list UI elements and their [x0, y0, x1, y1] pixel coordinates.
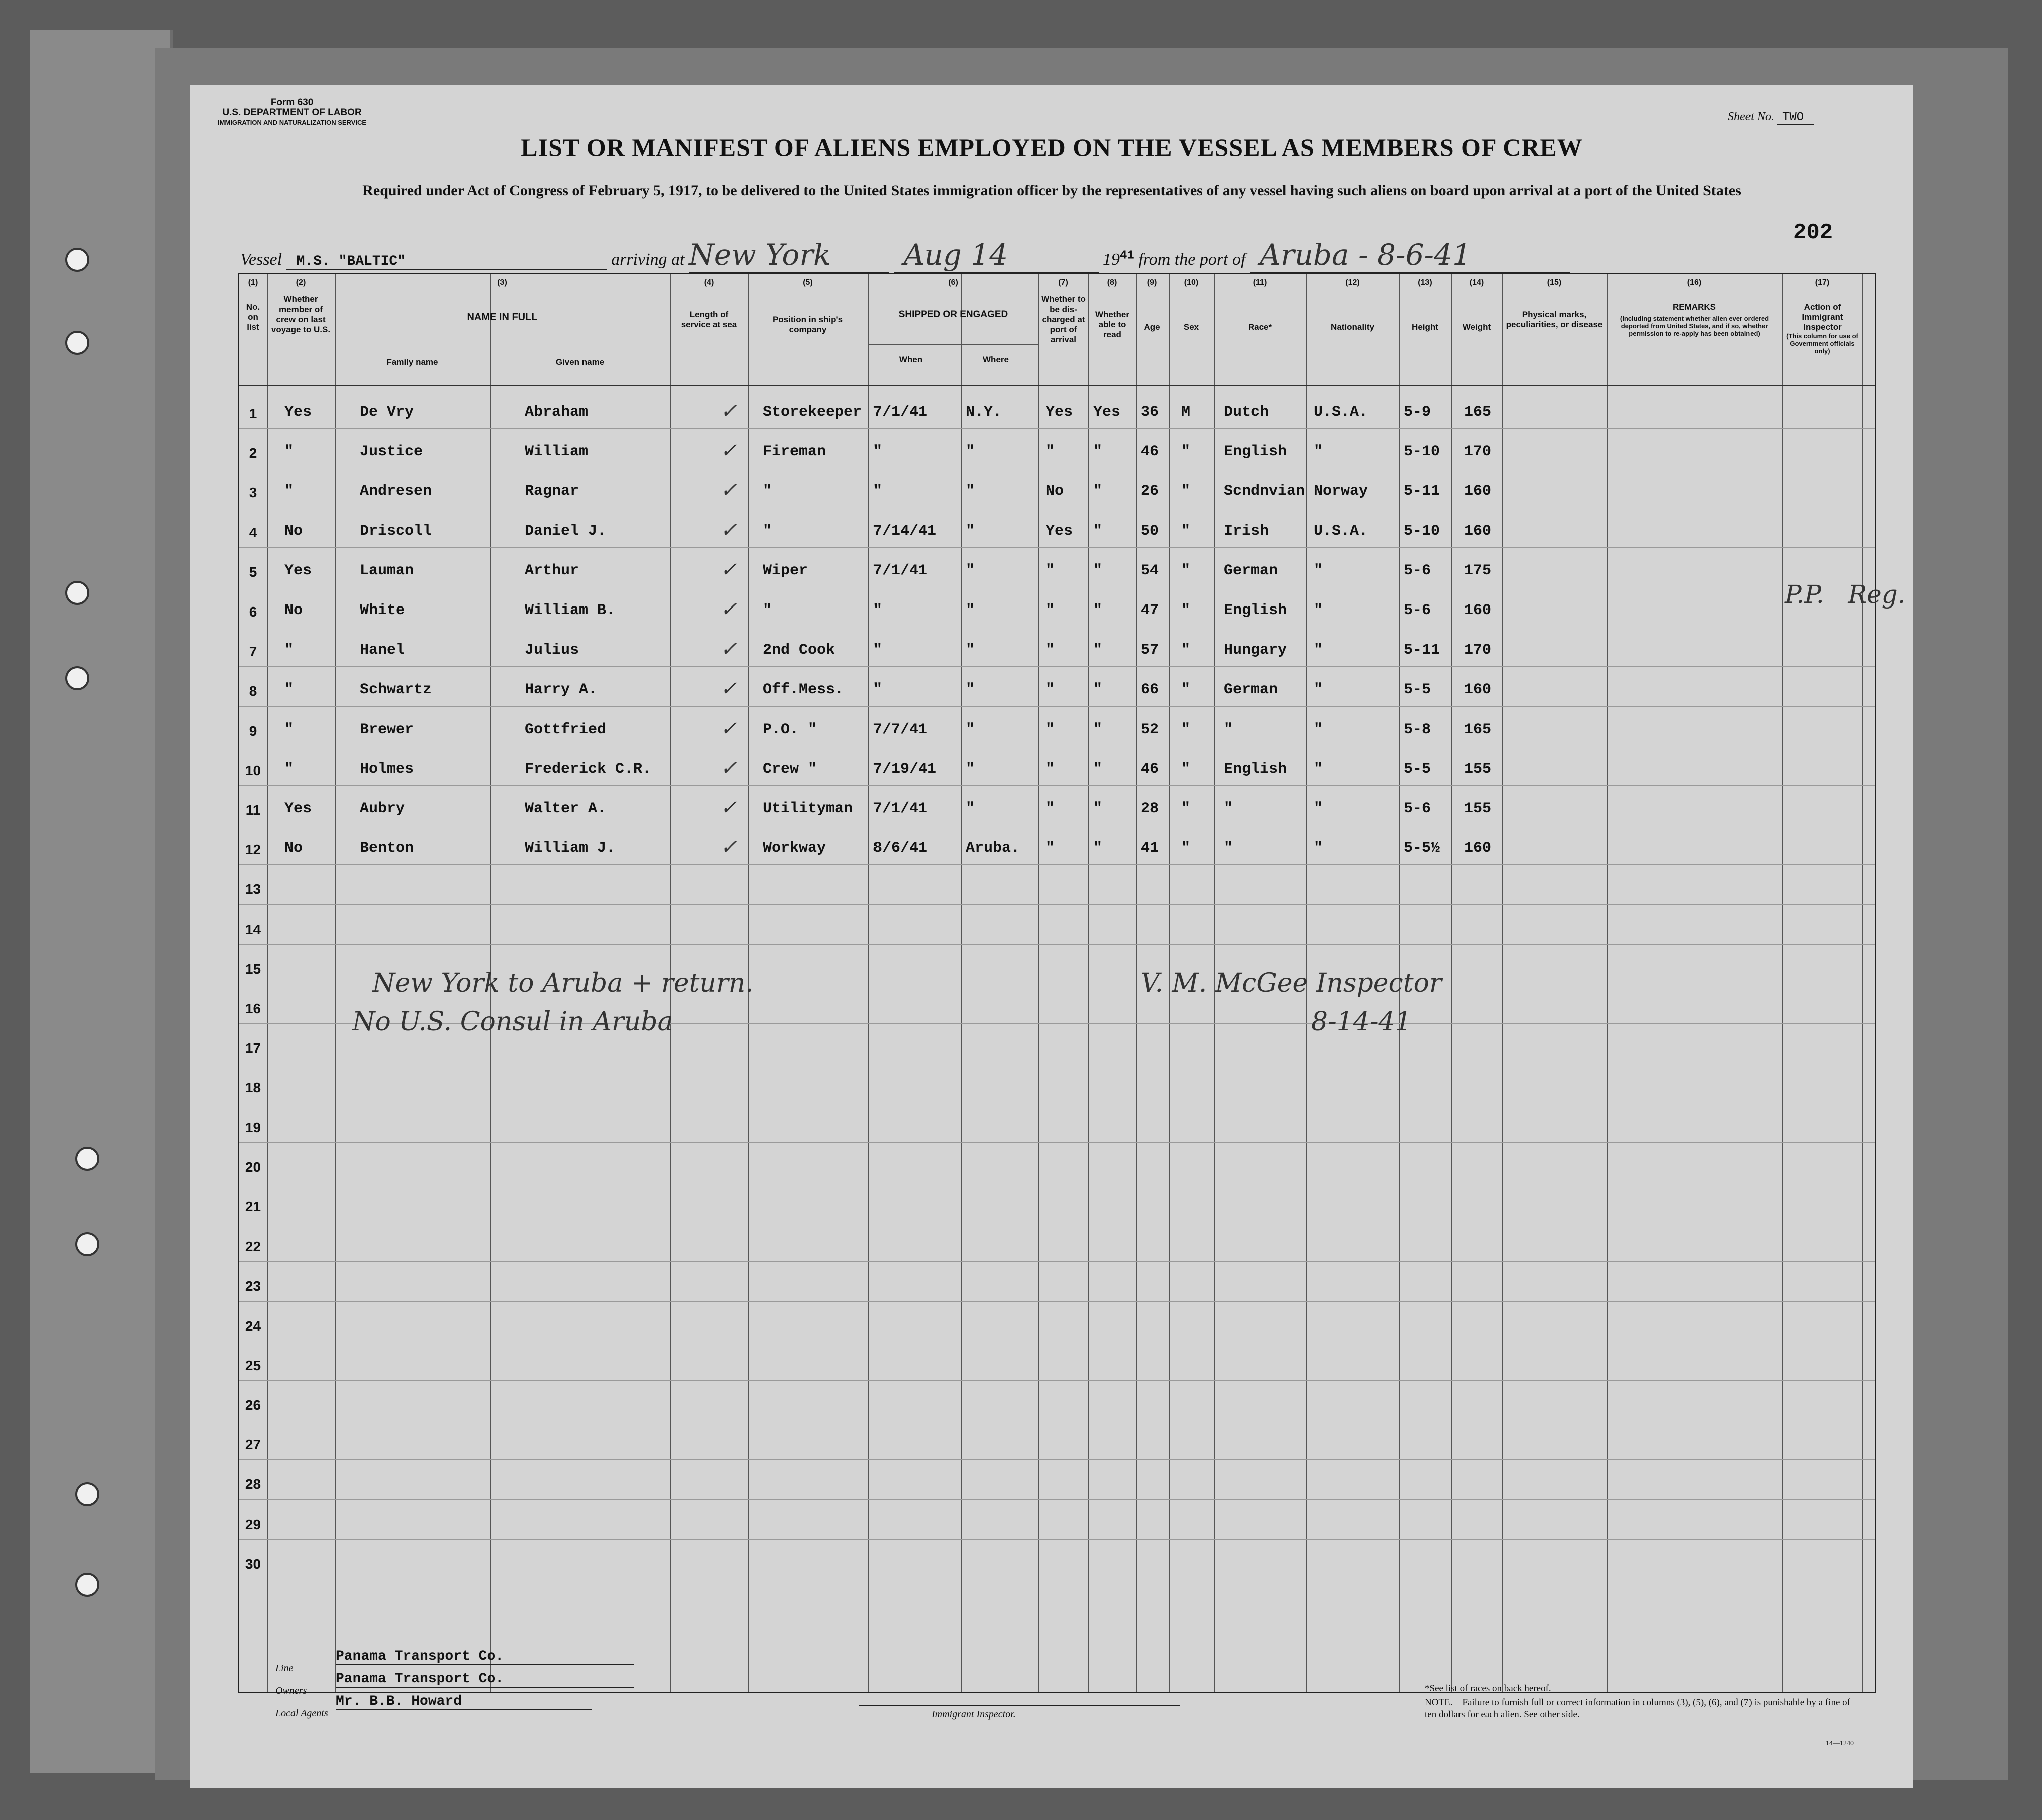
crew-cell-position: " — [763, 522, 772, 540]
checkmark-icon: ✓ — [720, 479, 737, 502]
crew-cell-when: 8/6/41 — [873, 840, 928, 857]
header-position: Position in ship's company — [772, 315, 843, 334]
row-number: 12 — [245, 842, 261, 858]
crew-cell-weight: 160 — [1464, 602, 1492, 619]
crew-cell-nationality: " — [1314, 721, 1323, 738]
crew-cell-race: English — [1224, 602, 1287, 619]
row-number: 27 — [245, 1437, 261, 1453]
crew-cell-read: Yes — [1093, 404, 1121, 421]
year-prefix: 19 — [1103, 250, 1120, 269]
crew-cell-age: 46 — [1141, 443, 1159, 461]
crew-cell-when: " — [873, 642, 883, 659]
row-number: 8 — [249, 683, 257, 699]
crew-cell-height: 5-9 — [1404, 404, 1431, 421]
crew-cell-family: Holmes — [360, 760, 414, 778]
crew-cell-nationality: " — [1314, 681, 1323, 699]
crew-cell-nationality: " — [1314, 443, 1323, 461]
crew-cell-discharged: " — [1046, 642, 1055, 659]
sheet-number-label: Sheet No. — [1728, 110, 1774, 123]
row-number: 30 — [245, 1556, 261, 1572]
manifest-page — [190, 85, 1913, 1788]
row-number: 5 — [249, 564, 257, 580]
crew-cell-weight: 160 — [1464, 681, 1492, 699]
from-port-label: from the port of — [1138, 250, 1246, 269]
crew-cell-position: " — [763, 483, 772, 500]
crew-cell-weight: 170 — [1464, 443, 1492, 461]
crew-cell-nationality: Norway — [1314, 483, 1368, 500]
row-number: 18 — [245, 1080, 261, 1096]
crew-cell-given: William B. — [525, 602, 616, 619]
crew-cell-discharged: Yes — [1046, 522, 1073, 540]
crew-cell-height: 5-11 — [1404, 642, 1440, 659]
crew-cell-position: 2nd Cook — [763, 642, 835, 659]
row-number: 10 — [245, 762, 261, 778]
crew-cell-nationality: U.S.A. — [1314, 522, 1368, 540]
header-race: Race* — [1248, 322, 1272, 332]
footer-line-value: Panama Transport Co. — [336, 1649, 634, 1665]
crew-cell-race: Scndnvian — [1224, 483, 1305, 500]
crew-cell-age: 36 — [1141, 404, 1159, 421]
crew-cell-given: Frederick C.R. — [525, 760, 652, 778]
crew-cell-where: " — [966, 800, 975, 817]
row-number: 1 — [249, 406, 257, 421]
crew-cell-given: Julius — [525, 642, 579, 659]
crew-cell-nationality: " — [1314, 642, 1323, 659]
header-action-inspector: Action of Immigrant Inspector — [1802, 302, 1843, 332]
crew-cell-discharged: No — [1046, 483, 1064, 500]
crew-cell-weight: 165 — [1464, 721, 1492, 738]
header-last-voyage: Whether member of crew on last voyage to U.S. — [271, 294, 331, 334]
crew-cell-read: " — [1093, 840, 1103, 857]
binder-ring-hole — [75, 1232, 99, 1256]
crew-cell-read: " — [1093, 642, 1103, 659]
crew-cell-race: English — [1224, 760, 1287, 778]
crew-cell-race: Hungary — [1224, 642, 1287, 659]
row-number: 16 — [245, 1001, 261, 1016]
crew-cell-race: German — [1224, 681, 1278, 699]
crew-cell-age: 41 — [1141, 840, 1159, 857]
col-number: (16) — [1687, 278, 1702, 287]
col-number: (9) — [1147, 278, 1157, 287]
crew-cell-given: Daniel J. — [525, 522, 607, 540]
footer-fine-note: NOTE.—Failure to furnish full or correct information in columns (3), (5), (6), and (7) is punishable by a fine of ten dollars for each alien. See other side. — [1425, 1697, 1850, 1720]
header-nationality: Nationality — [1331, 322, 1374, 332]
col-number: (17) — [1815, 278, 1830, 287]
col-number: (4) — [704, 278, 714, 287]
crew-cell-race: " — [1224, 840, 1233, 857]
crew-cell-nationality: " — [1314, 800, 1323, 817]
form-number: Form 630 — [270, 97, 314, 108]
row-number: 29 — [245, 1516, 261, 1532]
binder-ring-hole — [75, 1573, 99, 1597]
sheet-number-value: TWO — [1777, 111, 1814, 125]
crew-cell-given: William J. — [525, 840, 616, 857]
footer-races-note: *See list of races on back hereof. — [1425, 1683, 1551, 1694]
header-physical-marks: Physical marks, peculiarities, or disease — [1506, 310, 1603, 329]
crew-cell-nationality: " — [1314, 562, 1323, 579]
crew-cell-last: " — [284, 483, 294, 500]
crew-cell-where: Aruba. — [966, 840, 1020, 857]
crew-cell-read: " — [1093, 602, 1103, 619]
header-weight: Weight — [1462, 322, 1491, 332]
vessel-label: Vessel — [240, 250, 282, 269]
crew-cell-sex: M — [1181, 404, 1191, 421]
crew-cell-age: 57 — [1141, 642, 1159, 659]
crew-cell-read: " — [1093, 562, 1103, 579]
row-number: 26 — [245, 1397, 261, 1413]
binder-ring-hole — [65, 581, 89, 605]
service-name: IMMIGRATION AND NATURALIZATION SERVICE — [218, 119, 367, 126]
header-height: Height — [1412, 322, 1438, 332]
crew-cell-last: No — [284, 522, 303, 540]
crew-cell-family: Justice — [360, 443, 423, 461]
row-number: 24 — [245, 1318, 261, 1334]
crew-cell-discharged: " — [1046, 840, 1055, 857]
header-remarks-note: (Including statement whether alien ever ordered deported from United States, and if so, whether permission to re-apply has been obtained) — [1620, 315, 1769, 337]
sheet-number — [1728, 110, 1814, 124]
crew-cell-weight: 155 — [1464, 800, 1492, 817]
crew-cell-height: 5-6 — [1404, 602, 1431, 619]
row-number: 3 — [249, 485, 257, 501]
crew-cell-age: 66 — [1141, 681, 1159, 699]
row-number: 4 — [249, 524, 257, 540]
crew-table — [238, 273, 1906, 1693]
crew-cell-sex: " — [1181, 483, 1191, 500]
crew-cell-family: Lauman — [360, 562, 414, 579]
crew-cell-race: Dutch — [1224, 404, 1269, 421]
col-number: (5) — [803, 278, 813, 287]
header-remarks: REMARKS — [1673, 302, 1716, 312]
row-number: 19 — [245, 1119, 261, 1135]
crew-cell-family: Driscoll — [360, 522, 432, 540]
crew-cell-read: " — [1093, 443, 1103, 461]
col-number: (3) — [497, 278, 507, 287]
crew-cell-position: Crew " — [763, 760, 817, 778]
row-number: 17 — [245, 1040, 261, 1056]
row-number: 13 — [245, 881, 261, 897]
crew-cell-when: " — [873, 681, 883, 699]
handwritten-note-consul: No U.S. Consul in Aruba — [352, 1007, 673, 1037]
checkmark-icon: ✓ — [720, 439, 737, 463]
crew-cell-given: William — [525, 443, 589, 461]
crew-cell-height: 5-5 — [1404, 681, 1431, 699]
checkmark-icon: ✓ — [720, 598, 737, 621]
binder-ring-hole — [65, 331, 89, 355]
footer-line-label: Line — [275, 1663, 294, 1674]
row-number: 6 — [249, 604, 257, 620]
from-port: Aruba - 8-6-41 — [1250, 238, 1570, 273]
crew-cell-weight: 160 — [1464, 840, 1492, 857]
crew-cell-nationality: " — [1314, 840, 1323, 857]
arrival-date: Aug 14 — [894, 238, 1099, 273]
crew-cell-height: 5-10 — [1404, 522, 1440, 540]
checkmark-icon: ✓ — [720, 638, 737, 661]
header-name-in-full: NAME IN FULL — [467, 312, 538, 323]
crew-cell-where: " — [966, 760, 975, 778]
crew-cell-sex: " — [1181, 562, 1191, 579]
binder-ring-hole — [75, 1482, 99, 1506]
crew-cell-sex: " — [1181, 760, 1191, 778]
page-title: LIST OR MANIFEST OF ALIENS EMPLOYED ON THE VESSEL AS MEMBERS OF CREW — [521, 133, 1583, 161]
crew-cell-weight: 175 — [1464, 562, 1492, 579]
header-given-name: Given name — [555, 357, 605, 367]
crew-cell-height: 5-10 — [1404, 443, 1440, 461]
binder-ring-hole — [75, 1147, 99, 1171]
crew-cell-discharged: " — [1046, 800, 1055, 817]
crew-cell-given: Ragnar — [525, 483, 579, 500]
checkmark-icon: ✓ — [720, 677, 737, 701]
row-number: 28 — [245, 1476, 261, 1492]
crew-cell-family: De Vry — [360, 404, 414, 421]
binder-ring-hole — [65, 248, 89, 272]
header-age: Age — [1144, 322, 1160, 332]
header-able-to-read: Whether able to read — [1095, 310, 1129, 339]
crew-cell-family: Benton — [360, 840, 414, 857]
row-number: 15 — [245, 961, 261, 977]
crew-cell-position: Workway — [763, 840, 826, 857]
crew-cell-family: Andresen — [360, 483, 432, 500]
crew-cell-last: " — [284, 721, 294, 738]
crew-cell-where: " — [966, 443, 975, 461]
checkmark-icon: ✓ — [720, 400, 737, 423]
voyage-line — [240, 238, 1570, 273]
crew-cell-last: " — [284, 642, 294, 659]
crew-cell-read: " — [1093, 800, 1103, 817]
crew-cell-height: 5-8 — [1404, 721, 1431, 738]
crew-cell-family: White — [360, 602, 405, 619]
header-discharged: Whether to be dis-charged at port of arrival — [1041, 294, 1086, 344]
col-number: (10) — [1184, 278, 1199, 287]
checkmark-icon: ✓ — [720, 518, 737, 542]
arriving-port: New York — [689, 238, 889, 273]
crew-cell-given: Arthur — [525, 562, 579, 579]
crew-cell-position: Wiper — [763, 562, 808, 579]
crew-cell-when: 7/14/41 — [873, 522, 937, 540]
crew-cell-family: Hanel — [360, 642, 405, 659]
header-no-on-list: No. on list — [246, 302, 260, 332]
crew-cell-sex: " — [1181, 721, 1191, 738]
crew-cell-race: " — [1224, 800, 1233, 817]
row-number: 22 — [245, 1239, 261, 1255]
crew-cell-last: Yes — [284, 562, 312, 579]
footer-inspector-label: Immigrant Inspector. — [932, 1709, 1016, 1720]
crew-cell-age: 28 — [1141, 800, 1159, 817]
crew-cell-where: " — [966, 642, 975, 659]
col-number: (1) — [248, 278, 258, 287]
crew-cell-given: Gottfried — [525, 721, 607, 738]
department-name: U.S. DEPARTMENT OF LABOR — [222, 107, 362, 118]
crew-cell-when: 7/7/41 — [873, 721, 928, 738]
checkmark-icon: ✓ — [720, 836, 737, 859]
crew-cell-age: 54 — [1141, 562, 1159, 579]
row-number: 9 — [249, 723, 257, 739]
crew-cell-height: 5-5 — [1404, 760, 1431, 778]
crew-cell-read: " — [1093, 522, 1103, 540]
crew-cell-sex: " — [1181, 443, 1191, 461]
arriving-label: arriving at — [611, 250, 685, 269]
crew-cell-sex: " — [1181, 840, 1191, 857]
row-number: 25 — [245, 1357, 261, 1373]
row-number: 23 — [245, 1278, 261, 1294]
crew-cell-read: " — [1093, 681, 1103, 699]
binder-edge — [30, 30, 173, 1773]
header-action-note: (This column for use of Government officials only) — [1786, 332, 1858, 355]
crew-cell-position: P.O. " — [763, 721, 817, 738]
crew-cell-weight: 165 — [1464, 404, 1492, 421]
header-family-name: Family name — [386, 357, 438, 367]
crew-cell-sex: " — [1181, 681, 1191, 699]
binder-ring-hole — [65, 666, 89, 690]
page-stamp-number: 202 — [1793, 220, 1833, 245]
checkmark-icon: ✓ — [720, 796, 737, 819]
crew-cell-weight: 155 — [1464, 760, 1492, 778]
crew-cell-given: Abraham — [525, 404, 589, 421]
crew-cell-family: Aubry — [360, 800, 405, 817]
crew-cell-when: 7/19/41 — [873, 760, 937, 778]
col-number: (8) — [1107, 278, 1117, 287]
crew-cell-weight: 160 — [1464, 483, 1492, 500]
crew-cell-given: Harry A. — [525, 681, 598, 699]
handwritten-inspection-date: 8-14-41 — [1311, 1007, 1412, 1037]
checkmark-icon: ✓ — [720, 558, 737, 581]
footer-owners-value: Panama Transport Co. — [336, 1671, 634, 1688]
crew-cell-age: 47 — [1141, 602, 1159, 619]
crew-cell-discharged: " — [1046, 562, 1055, 579]
row-number: 11 — [245, 802, 261, 818]
crew-cell-sex: " — [1181, 642, 1191, 659]
crew-cell-sex: " — [1181, 522, 1191, 540]
crew-cell-height: 5-6 — [1404, 562, 1431, 579]
col-number: (7) — [1058, 278, 1068, 287]
crew-cell-where: " — [966, 522, 975, 540]
crew-cell-family: Brewer — [360, 721, 414, 738]
row-number: 2 — [249, 445, 257, 461]
checkmark-icon: ✓ — [720, 717, 737, 740]
col-number: (6) — [948, 278, 958, 287]
col-number: (15) — [1547, 278, 1562, 287]
crew-cell-sex: " — [1181, 602, 1191, 619]
handwritten-note-route: New York to Aruba + return. — [372, 968, 754, 998]
col-number: (13) — [1418, 278, 1432, 287]
col-number: (11) — [1253, 278, 1267, 287]
crew-cell-read: " — [1093, 721, 1103, 738]
crew-cell-discharged: Yes — [1046, 404, 1073, 421]
crew-cell-when: 7/1/41 — [873, 800, 928, 817]
crew-cell-height: 5-5½ — [1404, 840, 1440, 857]
footer-agents-label: Local Agents — [275, 1708, 328, 1719]
crew-cell-age: 46 — [1141, 760, 1159, 778]
handwritten-action-pp-reg: P.P. Reg. — [1785, 580, 1906, 609]
crew-cell-last: " — [284, 760, 294, 778]
header-length-of-service: Length of service at sea — [681, 310, 737, 329]
crew-cell-family: Schwartz — [360, 681, 432, 699]
crew-cell-nationality: U.S.A. — [1314, 404, 1368, 421]
footer-print-code: 14—1240 — [1826, 1740, 1854, 1747]
crew-cell-read: " — [1093, 483, 1103, 500]
crew-cell-weight: 170 — [1464, 642, 1492, 659]
crew-cell-read: " — [1093, 760, 1103, 778]
crew-cell-last: Yes — [284, 404, 312, 421]
year-value: 41 — [1120, 249, 1134, 263]
crew-cell-position: Utilityman — [763, 800, 853, 817]
crew-cell-where: N.Y. — [966, 404, 1002, 421]
crew-cell-age: 50 — [1141, 522, 1159, 540]
crew-cell-race: English — [1224, 443, 1287, 461]
crew-cell-given: Walter A. — [525, 800, 607, 817]
crew-cell-height: 5-11 — [1404, 483, 1440, 500]
crew-cell-position: Storekeeper — [763, 404, 862, 421]
row-number: 21 — [245, 1199, 261, 1215]
handwritten-inspector-signature: V. M. McGee Inspector — [1141, 968, 1442, 998]
crew-cell-race: " — [1224, 721, 1233, 738]
row-number: 7 — [249, 644, 257, 660]
crew-cell-race: Irish — [1224, 522, 1269, 540]
header-where: Where — [983, 355, 1009, 364]
crew-cell-when: " — [873, 483, 883, 500]
header-shipped-engaged: SHIPPED OR ENGAGED — [898, 309, 1008, 320]
form-identifier — [218, 98, 366, 128]
crew-cell-when: " — [873, 602, 883, 619]
footer-owners-label: Owners — [275, 1685, 307, 1696]
crew-cell-nationality: " — [1314, 760, 1323, 778]
crew-cell-race: German — [1224, 562, 1278, 579]
crew-cell-discharged: " — [1046, 681, 1055, 699]
crew-cell-discharged: " — [1046, 602, 1055, 619]
col-number: (14) — [1469, 278, 1484, 287]
crew-cell-sex: " — [1181, 800, 1191, 817]
row-number: 20 — [245, 1159, 261, 1175]
crew-cell-position: Off.Mess. — [763, 681, 844, 699]
crew-cell-last: No — [284, 602, 303, 619]
col-number: (2) — [296, 278, 306, 287]
crew-cell-when: 7/1/41 — [873, 404, 928, 421]
col-number: (12) — [1345, 278, 1360, 287]
crew-cell-where: " — [966, 681, 975, 699]
crew-cell-weight: 160 — [1464, 522, 1492, 540]
crew-cell-where: " — [966, 483, 975, 500]
crew-cell-position: Fireman — [763, 443, 826, 461]
crew-cell-last: " — [284, 443, 294, 461]
crew-cell-last: " — [284, 681, 294, 699]
crew-cell-discharged: " — [1046, 760, 1055, 778]
crew-cell-nationality: " — [1314, 602, 1323, 619]
crew-cell-where: " — [966, 721, 975, 738]
crew-cell-when: " — [873, 443, 883, 461]
row-number: 14 — [245, 921, 261, 937]
crew-cell-where: " — [966, 562, 975, 579]
checkmark-icon: ✓ — [720, 756, 737, 780]
header-when: When — [899, 355, 923, 364]
page-subtitle: Required under Act of Congress of February 5, 1917, to be delivered to the United States immigration officer by the representatives of any vessel having such aliens on board upon arrival at a port of the United States — [362, 182, 1741, 199]
footer-agents-value: Mr. B.B. Howard — [336, 1694, 592, 1710]
crew-cell-age: 52 — [1141, 721, 1159, 738]
crew-cell-height: 5-6 — [1404, 800, 1431, 817]
crew-cell-when: 7/1/41 — [873, 562, 928, 579]
crew-cell-discharged: " — [1046, 443, 1055, 461]
crew-cell-last: No — [284, 840, 303, 857]
crew-cell-position: " — [763, 602, 772, 619]
crew-cell-age: 26 — [1141, 483, 1159, 500]
crew-cell-discharged: " — [1046, 721, 1055, 738]
crew-cell-last: Yes — [284, 800, 312, 817]
header-sex: Sex — [1183, 322, 1199, 332]
vessel-name: M.S. "BALTIC" — [286, 254, 607, 270]
crew-cell-where: " — [966, 602, 975, 619]
